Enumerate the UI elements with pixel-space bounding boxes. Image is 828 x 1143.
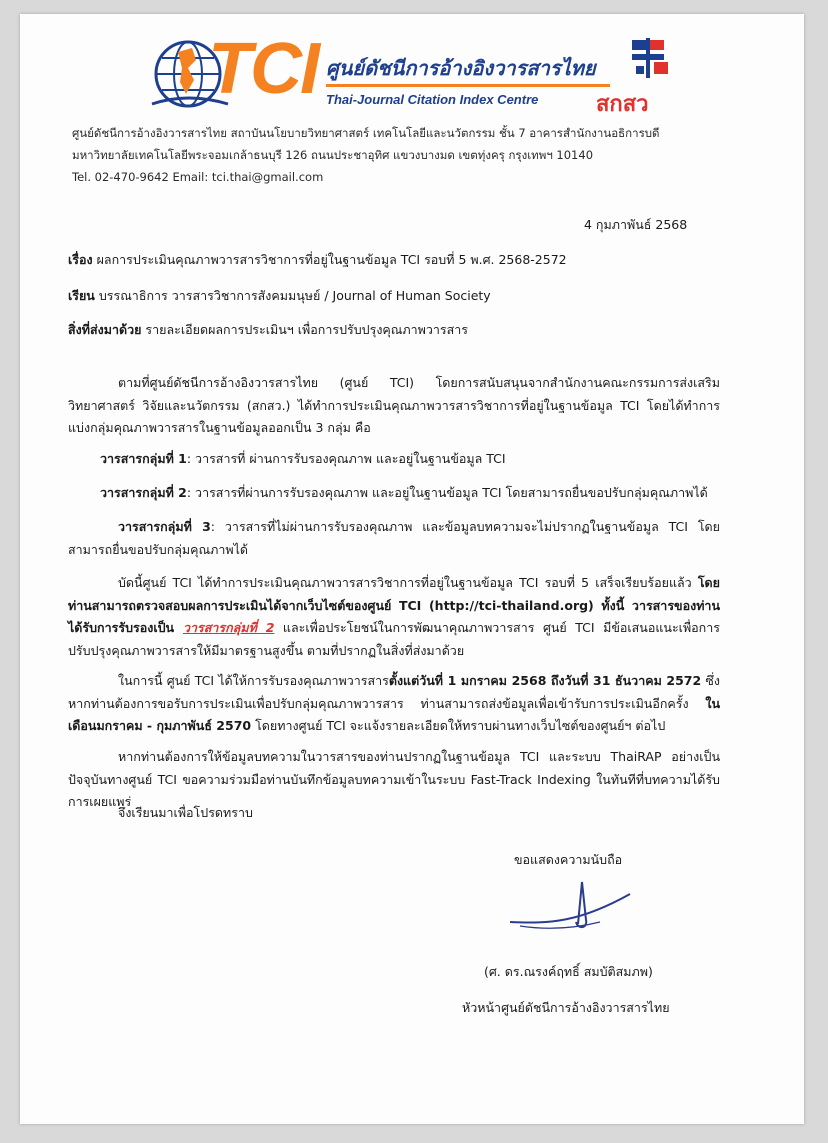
enclosure-label: สิ่งที่ส่งมาด้วย [68,322,142,337]
centre-name-english: Thai-Journal Citation Index Centre [326,92,539,107]
validity-paragraph [68,670,720,738]
contact-line: Tel. 02-470-9642 Email: tci.thai@gmail.com [72,170,324,184]
validity-period: ตั้งแต่วันที่ 1 มกราคม 2568 ถึงวันที่ 31 ธันวาคม 2572 [388,673,702,688]
address-line: ศูนย์ดัชนีการอ้างอิงวารสารไทย สถาบันนโยบายวิทยาศาสตร์ เทคโนโลยีและนวัตกรรม ชั้น 7 อาคารสำนักงานอธิการบดี [72,126,660,140]
group-1-item [100,448,720,471]
header-underline-icon [326,84,610,90]
group-text: : วารสารที่ ผ่านการรับรองคุณภาพ และอยู่ในฐานข้อมูล TCI [186,451,506,466]
closing-salutation: ขอแสดงความนับถือ [514,852,623,867]
recipient-text: บรรณาธิการ วารสารวิชาการสังคมมนุษย์ / Journal of Human Society [98,288,491,303]
handwritten-signature-icon [490,872,650,942]
result-text: และเพื่อประโยชน์ในการพัฒนาคุณภาพวารสาร ศูนย์ TCI มีข้อเสนอแนะเพื่อการปรับปรุงคุณภาพวารสารให้มีมาตรฐานสูงขึ้น ตามที่ปรากฏในสิ่งที่ส่งมาด้วย [68,620,720,658]
result-emphasis: โดยท่านสามารถตรวจสอบผลการประเมินได้จากเว็บไซต์ของศูนย์ TCI (http://tci-thailand.org) ทั้งนี้ วารสารของท่านได้รับการรับรองเป็น [68,575,720,635]
assigned-group-highlight: วารสารกลุ่มที่ 2 [182,620,275,635]
centre-name-thai: ศูนย์ดัชนีการอ้างอิงวารสารไทย [326,58,596,80]
enclosure-text: รายละเอียดผลการประเมินฯ เพื่อการปรับปรุงคุณภาพวารสาร [145,322,468,337]
validity-text: ซึ่งหากท่านต้องการขอรับการประเมินเพื่อปรับกลุ่มคุณภาพวารสาร ท่านสามารถส่งข้อมูลเพื่อเข้ารับการประเมินอีกครั้ง [68,673,720,711]
subject-text: ผลการประเมินคุณภาพวารสารวิชาการที่อยู่ในฐานข้อมูล TCI รอบที่ 5 พ.ศ. 2568-2572 [96,252,567,267]
letter-date: 4 กุมภาพันธ์ 2568 [584,217,688,232]
group-3-item [68,516,720,561]
tci-logo-text: TCI [208,29,318,109]
signatory-name: (ศ. ดร.ณรงค์ฤทธิ์ สมบัติสมภพ) [484,964,653,979]
signatory-title: หัวหน้าศูนย์ดัชนีการอ้างอิงวารสารไทย [462,1000,670,1015]
enclosure-line [68,320,468,340]
group-2-item [100,482,720,505]
recipient-line [68,286,491,306]
intro-paragraph: ตามที่ศูนย์ดัชนีการอ้างอิงวารสารไทย (ศูนย์ TCI) โดยการสนับสนุนจากสำนักงานคณะกรรมการส่งเสริมวิทยาศาสตร์ วิจัยและนวัตกรรม (สกสว.) ได้ทำการประเมินคุณภาพวารสารวิชาการที่อยู่ในฐานข้อมูล TCI โดยได้ทำการแบ่งกลุ่มคุณภาพวารสารในฐานข้อมูลออกเป็น 3 กลุ่ม คือ [68,375,720,435]
result-paragraph [68,572,720,662]
fast-track-paragraph: หากท่านต้องการให้ข้อมูลบทความในวารสารของท่านปรากฏในฐานข้อมูล TCI และระบบ ThaiRAP อย่างเป็นปัจจุบันทางศูนย์ TCI ขอความร่วมมือท่านบันทึกข้อมูลบทความเข้าในระบบ Fast-Track Indexing ในทันทีที่บทความได้รับการเผยแพร่ [68,749,720,809]
group-text: : วารสารที่ผ่านการรับรองคุณภาพ และอยู่ในฐานข้อมูล TCI โดยสามารถยื่นขอปรับกลุ่มคุณภาพได้ [186,485,708,500]
tsri-logo-text: สกสว [596,92,649,117]
subject-label: เรื่อง [68,252,93,267]
tsri-logo-icon [628,38,678,84]
result-text: บัดนี้ศูนย์ TCI ได้ทำการประเมินคุณภาพวารสารวิชาการที่อยู่ในฐานข้อมูล TCI รอบที่ 5 เสร็จเรียบร้อยแล้ว [118,575,698,590]
group-label: วารสารกลุ่มที่ 3 [118,519,211,534]
validity-text: ในการนี้ ศูนย์ TCI ได้ให้การรับรองคุณภาพวารสาร [118,673,389,688]
validity-text: โดยทางศูนย์ TCI จะแจ้งรายละเอียดให้ทราบผ่านทางเว็บไซต์ของศูนย์ฯ ต่อไป [251,718,666,733]
recipient-label: เรียน [68,288,95,303]
group-text: : วารสารที่ไม่ผ่านการรับรองคุณภาพ และข้อมูลบทความจะไม่ปรากฏในฐานข้อมูล TCI โดยสามารถยื่นขอปรับกลุ่มคุณภาพได้ [68,519,721,557]
group-label: วารสารกลุ่มที่ 2 [100,485,187,500]
subject-line [68,250,567,270]
reassessment-period: ในเดือนมกราคม - กุมภาพันธ์ 2570 [68,695,720,733]
address-block [72,122,752,188]
address-line: มหาวิทยาลัยเทคโนโลยีพระจอมเกล้าธนบุรี 126 ถนนประชาอุทิศ แขวงบางมด เขตทุ่งครุ กรุงเทพฯ 10140 [72,148,594,162]
closing-paragraph: จึงเรียนมาเพื่อโปรดทราบ [118,805,253,820]
group-label: วารสารกลุ่มที่ 1 [100,451,187,466]
